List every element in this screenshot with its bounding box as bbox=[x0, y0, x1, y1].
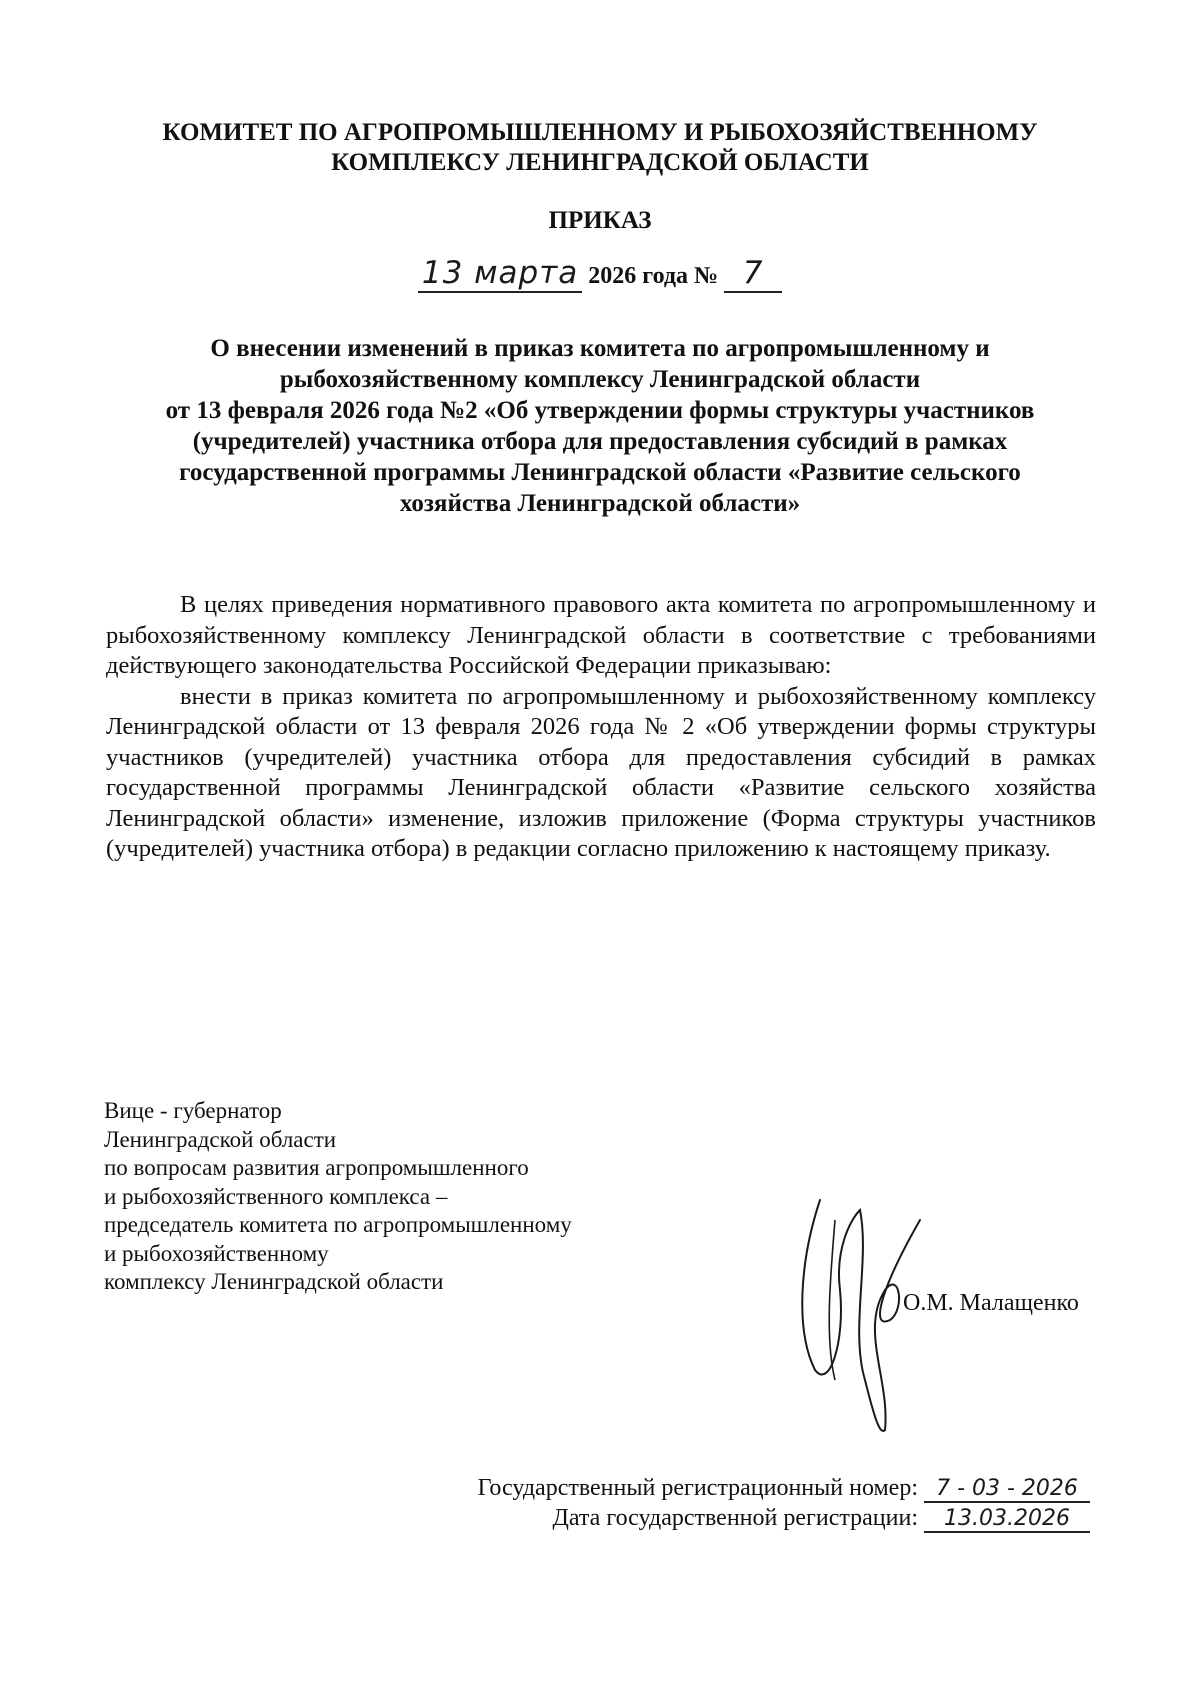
date-line bbox=[0, 255, 1200, 295]
signer-name: О.М. Малащенко bbox=[903, 1290, 1079, 1316]
registration-number-row bbox=[478, 1475, 1090, 1503]
body-paragraph-preamble: В целях приведения нормативного правового акта комитета по агропромышленному и рыбохозяйственному комплексу Ленинградской области в соответствие с требованиями действующего законодательства Российской Федерации приказываю: bbox=[106, 591, 1096, 679]
signer-line: и рыбохозяйственному bbox=[104, 1240, 329, 1266]
registration-date-label: Дата государственной регистрации: bbox=[552, 1505, 918, 1531]
registration-number-value: 7 - 03 - 2026 bbox=[924, 1476, 1090, 1503]
document-title bbox=[100, 333, 1100, 519]
title-line: хозяйства Ленинградской области» bbox=[399, 490, 801, 517]
signer-line: Ленинградской области bbox=[104, 1126, 337, 1152]
signer-position bbox=[104, 1097, 572, 1297]
registration-date-value: 13.03.2026 bbox=[924, 1506, 1090, 1533]
signer-line: председатель комитета по агропромышленному bbox=[104, 1212, 572, 1237]
handwritten-date: 13 марта bbox=[418, 255, 582, 293]
signer-line: по вопросам развития агропромышленного bbox=[104, 1155, 529, 1180]
issuer-header bbox=[0, 118, 1200, 178]
registration-number-label: Государственный регистрационный номер: bbox=[477, 1475, 918, 1501]
document-body bbox=[106, 590, 1096, 865]
issuer-header-line2: КОМПЛЕКСУ ЛЕНИНГРАДСКОЙ ОБЛАСТИ bbox=[331, 149, 869, 176]
body-paragraph-order: внести в приказ комитета по агропромышленному и рыбохозяйственному комплексу Ленинградской области от 13 февраля 2026 года № 2 «Об утверждении формы структуры участников (учредителей) участника отбора для предоставления субсидий в рамках государственной программы Ленинградской области «Развитие сельского хозяйства Ленинградской области» изменение, изложив приложение (Форма структуры участников (учредителей) участника отбора) в редакции согласно приложению к настоящему приказу. bbox=[106, 682, 1096, 862]
signer-line: и рыбохозяйственного комплекса – bbox=[104, 1183, 448, 1209]
title-line: (учредителей) участника отбора для предоставления субсидий в рамках bbox=[192, 428, 1008, 455]
title-line: О внесении изменений в приказ комитета по агропромышленному и bbox=[210, 335, 990, 362]
handwritten-number: 7 bbox=[724, 255, 782, 293]
title-line: государственной программы Ленинградской области «Развитие сельского bbox=[179, 459, 1021, 486]
issuer-header-line1: КОМИТЕТ ПО АГРОПРОМЫШЛЕННОМУ И РЫБОХОЗЯЙСТВЕННОМУ bbox=[162, 119, 1038, 146]
year-number-text: 2026 года № bbox=[588, 263, 719, 289]
document-type: ПРИКАЗ bbox=[548, 207, 652, 234]
signer-line: комплексу Ленинградской области bbox=[104, 1269, 444, 1294]
registration-date-row bbox=[552, 1505, 1090, 1533]
signer-line: Вице - губернатор bbox=[104, 1098, 282, 1123]
title-line: от 13 февраля 2026 года №2 «Об утверждении формы структуры участников bbox=[165, 397, 1035, 424]
title-line: рыбохозяйственному комплексу Ленинградской области bbox=[279, 366, 921, 393]
